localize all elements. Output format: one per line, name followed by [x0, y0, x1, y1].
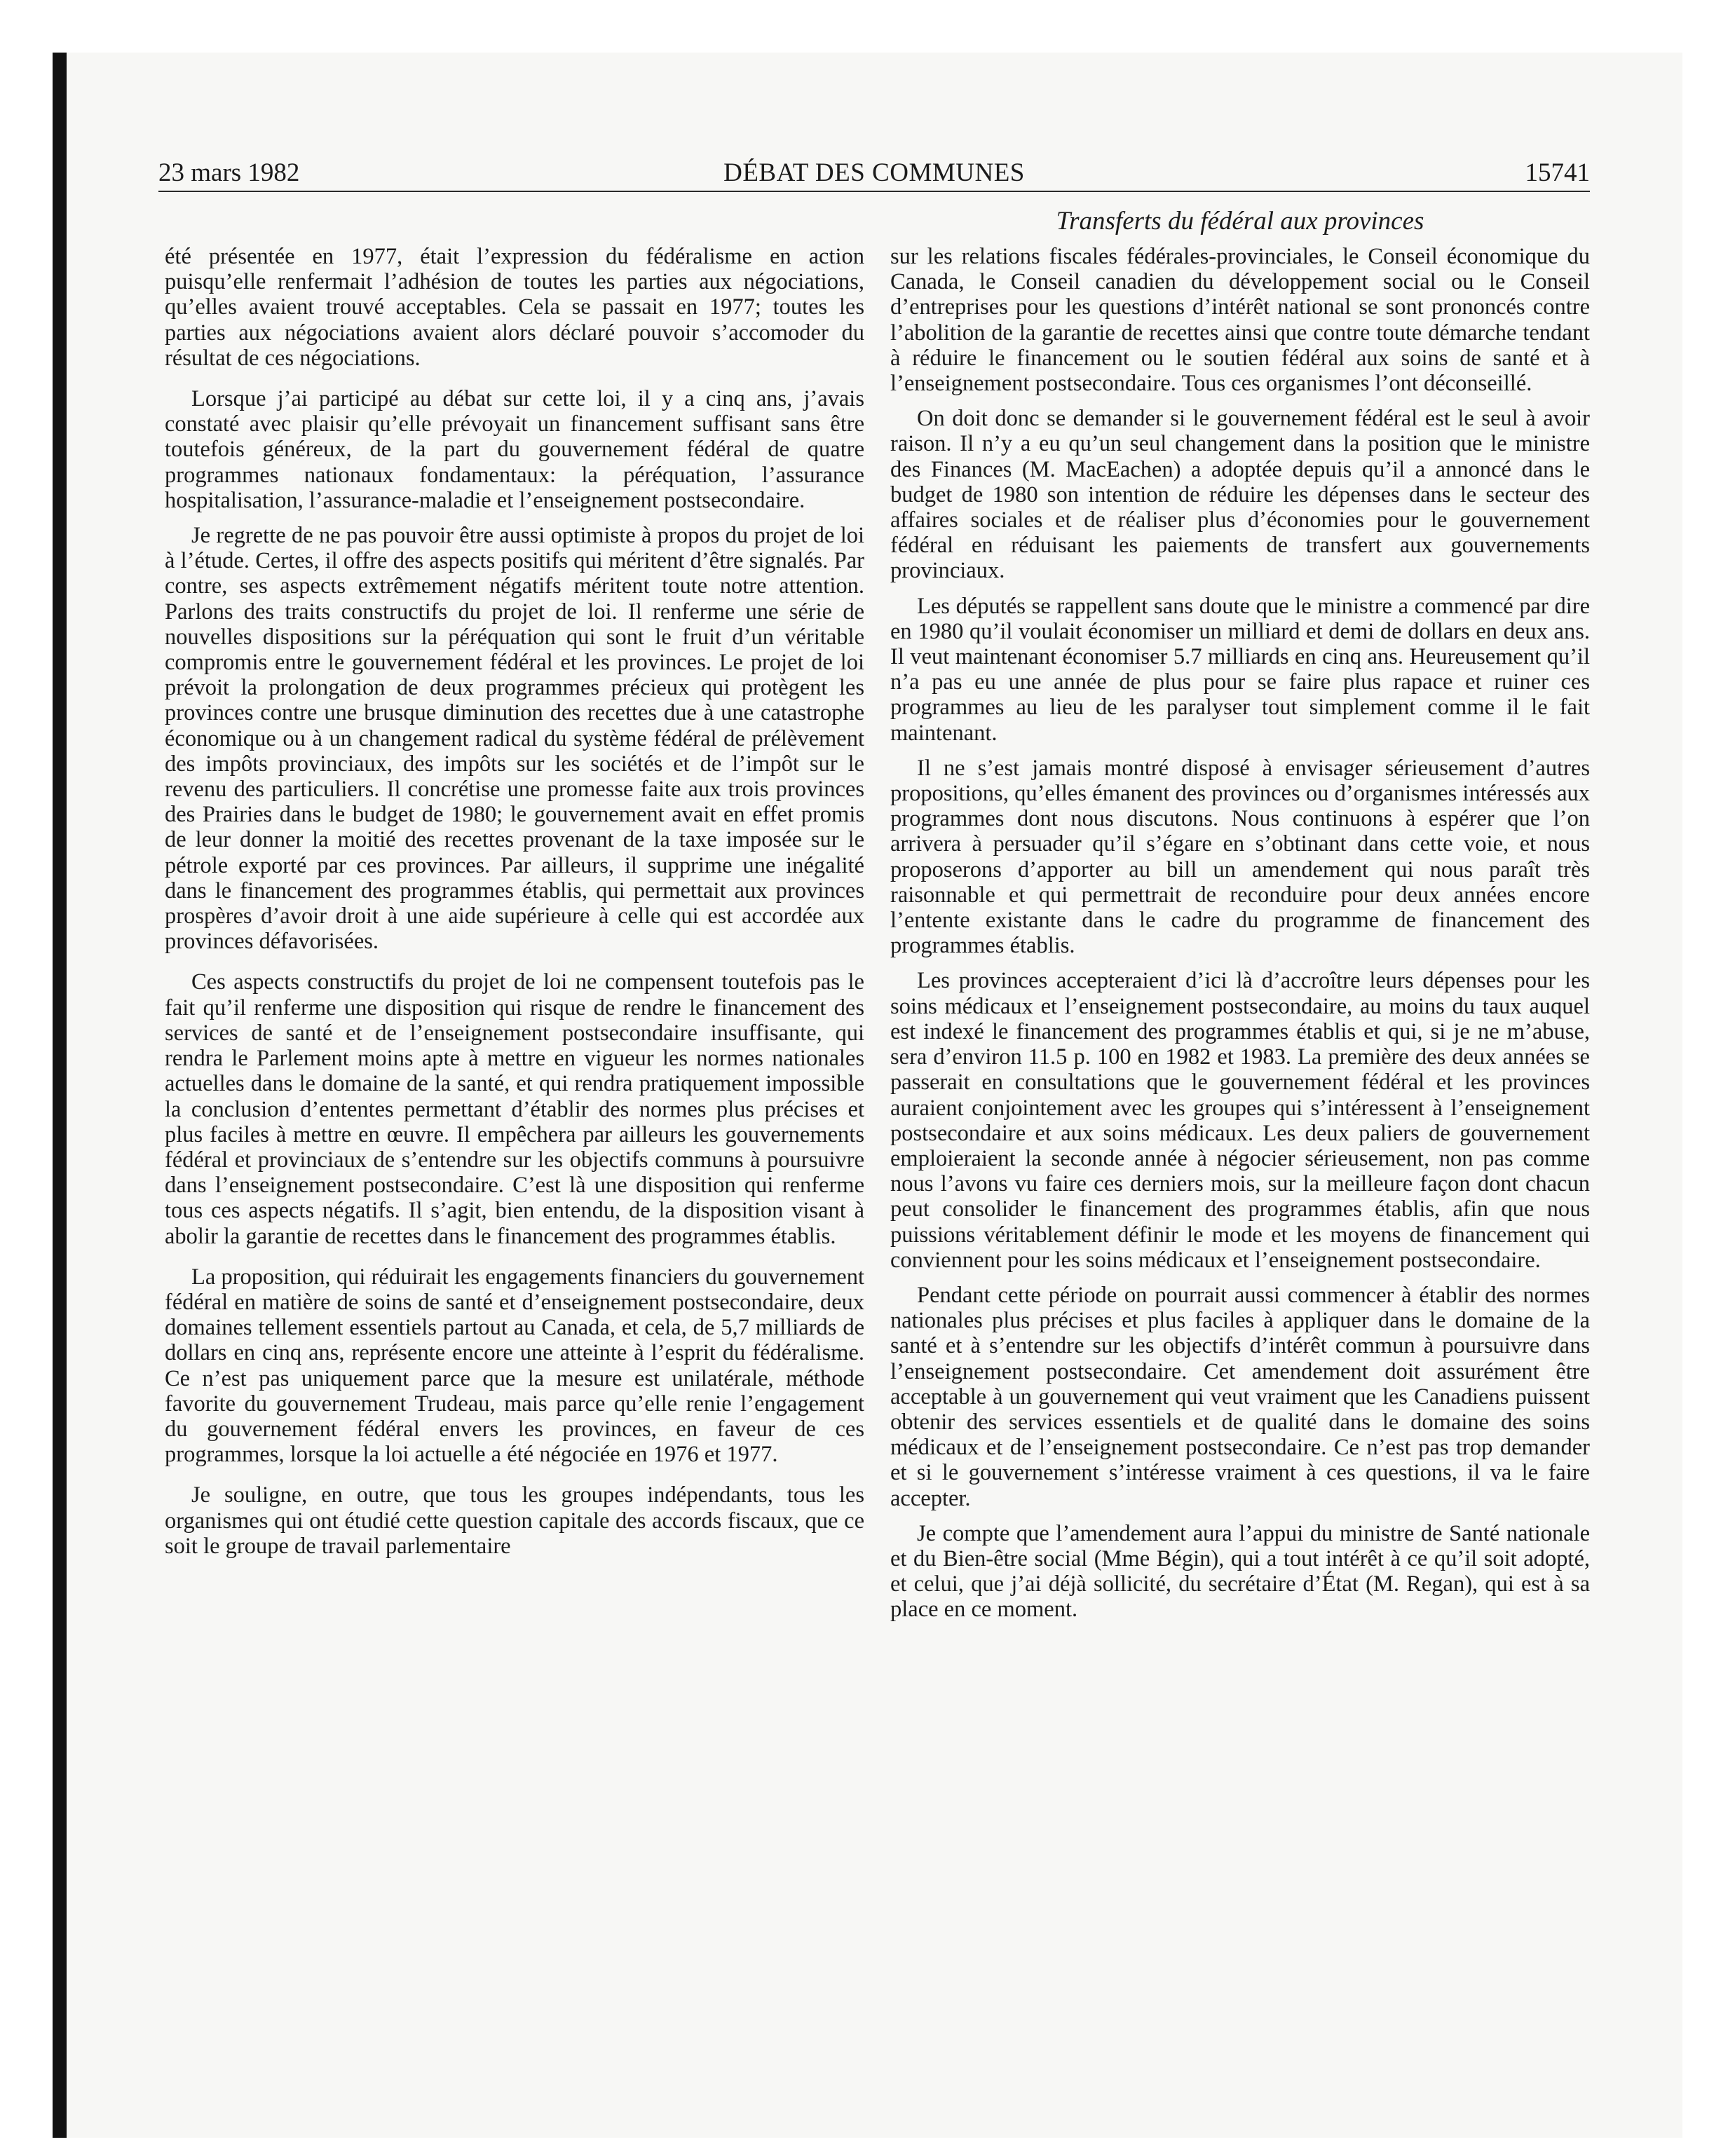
paragraph: été présentée en 1977, était l’expression du fédéralisme en action puisqu’elle renfermait l’adhésion de toutes les parties aux négociations, qu’elles avaient trouvé acceptables. Cela se passait en 1977; toutes les parties aux négociations avaient alors déclaré pouvoir s’accomoder du résultat de ces négociations. — [165, 244, 864, 371]
paragraph: La proposition, qui réduirait les engagements financiers du gouvernement fédéral en matière de soins de santé et d’enseignement postsecondaire, deux domaines tellement essentiels partout au Canada, et cela, de 5,7 milliards de dollars en cinq ans, représente encore une atteinte à l’esprit du fédéralisme. Ce n’est pas uniquement parce que la mesure est unilatérale, méthode favorite du gouvernement Trudeau, mais parce qu’elle renie l’engagement du gouvernement fédéral envers les provinces, en faveur de ces programmes, lorsque la loi actuelle a été négociée en 1976 et 1977. — [165, 1264, 864, 1468]
subject-heading: Transferts du fédéral aux provinces — [1056, 207, 1424, 236]
paragraph: Les députés se rappellent sans doute que le ministre a commencé par dire en 1980 qu’il voulait économiser un milliard et demi de dollars en deux ans. Il veut maintenant économiser 5.7 milliards en cinq ans. Heureusement qu’il n’a pas eu une année de plus pour se faire plus rapace et ruiner ces programmes au lieu de les paralyser tout simplement comme il le fait maintenant. — [890, 593, 1590, 746]
paragraph: On doit donc se demander si le gouvernement fédéral est le seul à avoir raison. Il n’y a eu qu’un seul changement dans la position que le ministre des Finances (M. MacEachen) a adoptée depuis qu’il a annoncé dans le budget de 1980 son intention de réduire les dépenses dans le secteur des affaires sociales et de réaliser plus d’économies pour le gouvernement fédéral en réduisant les paiements de transfert aux gouvernements provinciaux. — [890, 406, 1590, 584]
paragraph: Lorsque j’ai participé au débat sur cette loi, il y a cinq ans, j’avais constaté avec plaisir qu’elle prévoyait un financement suffisant sans être toutefois généreux, de la part du gouvernement fédéral de quatre programmes nationaux fondamentaux: la péréquation, l’assurance hospitalisation, l’assurance-maladie et l’enseignement postsecondaire. — [165, 386, 864, 513]
scan-binding-edge — [53, 53, 67, 2138]
paragraph: Je regrette de ne pas pouvoir être aussi optimiste à propos du projet de loi à l’étude. Certes, il offre des aspects positifs qui méritent d’être signalés. Par contre, ses aspects extrêmement négatifs méritent toute notre attention. Parlons des traits constructifs du projet de loi. Il renferme une série de nouvelles dispositions sur la péréquation qui sont le fruit d’un véritable compromis entre le gouvernement fédéral et les provinces. Le projet de loi prévoit la prolongation de deux programmes précieux qui protègent les provinces contre une brusque diminution des recettes due à une catastrophe économique ou à un changement radical du système fédéral de prélèvement des impôts provinciaux, des impôts sur les sociétés et de l’impôt sur le revenu des particuliers. Il concrétise une promesse faite aux trois provinces des Prairies dans le budget de 1980; le gouvernement avait en effet promis de leur donner la moitié des recettes provenant de la taxe imposée sur le pétrole exporté par ces provinces. Par ailleurs, il supprime une inégalité dans le financement des programmes établis, qui permettait aux provinces prospères d’avoir droit à une aide supérieure à celle qui est accordée aux provinces défavorisées. — [165, 523, 864, 955]
page-header — [158, 156, 1590, 191]
paragraph: Ces aspects constructifs du projet de loi ne compensent toutefois pas le fait qu’il renferme une disposition qui risque de rendre le financement des services de santé et de l’enseignement postsecondaire insuffisante, qui rendra le Parlement moins apte à mettre en vigueur les normes nationales actuelles dans le domaine de la santé, et qui rendra pratiquement impossible la conclusion d’ententes permettant d’établir des normes plus précises et plus faciles à mettre en œuvre. Il empêchera par ailleurs les gouvernements fédéral et provinciaux de s’entendre sur les objectifs communs à poursuivre dans l’enseignement postsecondaire. C’est là une disposition qui renferme tous ces aspects négatifs. Il s’agit, bien entendu, de la disposition visant à abolir la garantie de recettes dans le financement des programmes établis. — [165, 969, 864, 1249]
right-column — [890, 244, 1590, 2108]
paragraph: Pendant cette période on pourrait aussi commencer à établir des normes nationales plus précises et plus faciles à appliquer dans le domaine de la santé et à s’entendre sur les objectifs d’intérêt commun à poursuivre dans l’enseignement postsecondaire. Cet amendement doit assurément être acceptable à un gouvernement qui veut vraiment que les Canadiens puissent obtenir des services essentiels et de qualité dans le domaine des soins médicaux et de l’enseignement postsecondaire. Ce n’est pas trop demander et si le gouvernement s’intéresse vraiment à ces questions, il va le faire accepter. — [890, 1282, 1590, 1511]
header-date: 23 mars 1982 — [158, 158, 300, 187]
paragraph: Je souligne, en outre, que tous les groupes indépendants, tous les organismes qui ont étudié cette question capitale des accords fiscaux, que ce soit le groupe de travail parlementaire — [165, 1482, 864, 1559]
paragraph: Je compte que l’amendement aura l’appui du ministre de Santé nationale et du Bien-être social (Mme Bégin), qui a tout intérêt à ce qu’il soit adopté, et celui, que j’ai déjà sollicité, du secrétaire d’État (M. Regan), qui est à sa place en ce moment. — [890, 1520, 1590, 1623]
header-page-number: 15741 — [1525, 158, 1590, 187]
left-column — [165, 244, 864, 2108]
paragraph: Les provinces accepteraient d’ici là d’accroître leurs dépenses pour les soins médicaux et l’enseignement postsecondaire, au moins du taux auquel est indexé le financement des programmes établis et qui, si je ne m’abuse, sera d’environ 11.5 p. 100 en 1982 et 1983. La première des deux années se passerait en consultations que le gouvernement fédéral et les provinces auraient conjointement avec les groupes qui s’intéressent à l’enseignement postsecondaire et aux soins médicaux. Les deux paliers de gouvernement emploieraient la seconde année à négocier sérieusement, non pas comme nous l’avons vu faire ces derniers mois, sur la meilleure façon dont chacun peut consolider le financement des programmes établis, afin que nous puissions véritablement définir le mode et les moyens de financement qui conviennent pour les soins médicaux et l’enseignement postsecondaire. — [890, 968, 1590, 1273]
paragraph: sur les relations fiscales fédérales-provinciales, le Conseil économique du Canada, le Conseil canadien du développement social ou le Conseil d’entreprises pour les questions d’intérêt national se sont prononcés contre l’abolition de la garantie de recettes ainsi que contre toute démarche tendant à réduire le financement ou le soutien fédéral aux soins de santé et à l’enseignement postsecondaire. Tous ces organismes l’ont déconseillé. — [890, 244, 1590, 397]
header-rule — [158, 191, 1590, 192]
paragraph: Il ne s’est jamais montré disposé à envisager sérieusement d’autres propositions, qu’elles émanent des provinces ou d’organismes intéressés aux programmes dont nous discutons. Nous continuons à espérer que l’on arrivera à persuader qu’il s’égare en s’obtinant dans cette voie, et nous proposerons d’apporter au bill un amendement qui nous paraît très raisonnable et qui permettrait de reconduire pour deux années encore l’entente existante dans le cadre du programme de financement des programmes établis. — [890, 755, 1590, 959]
header-title: DÉBAT DES COMMUNES — [723, 158, 1025, 187]
